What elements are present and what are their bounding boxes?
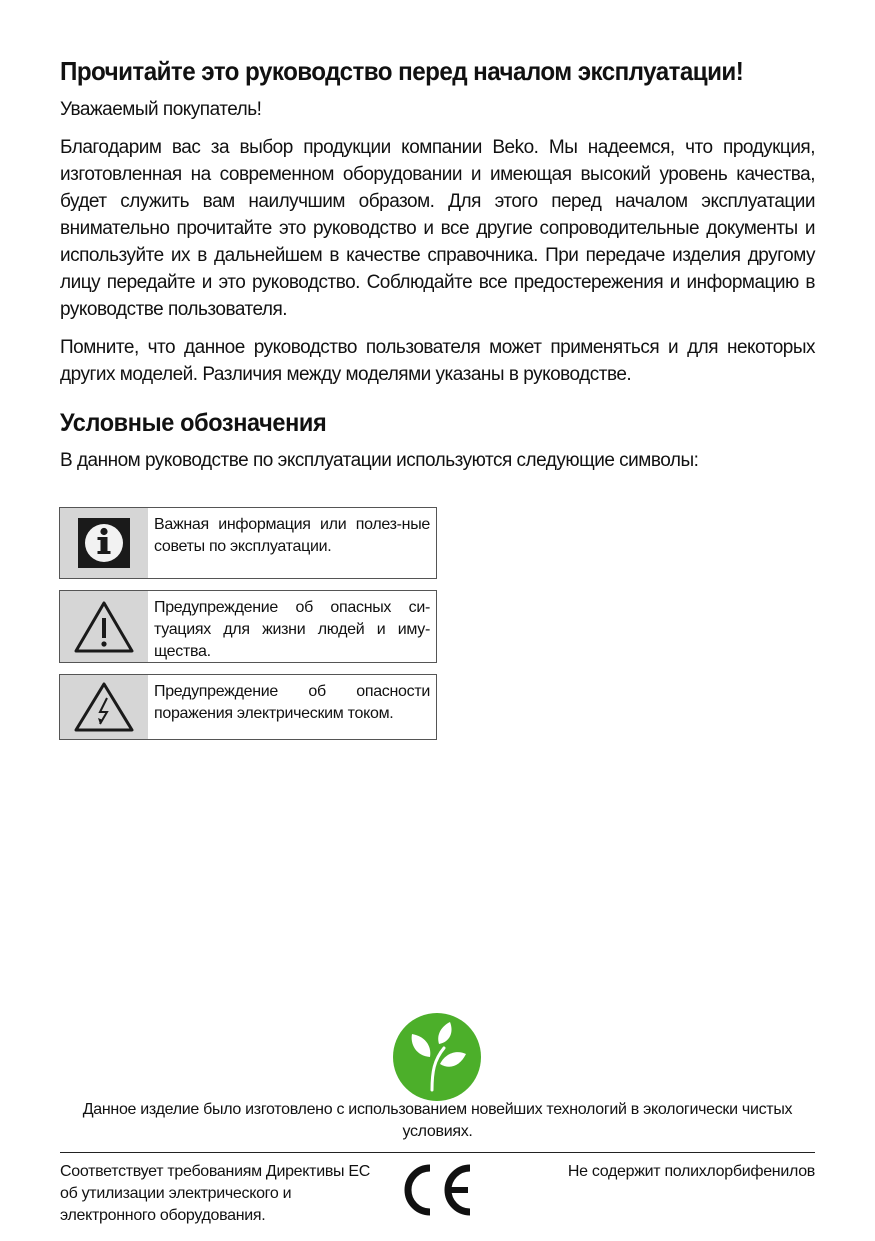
symbol-info-box [59,507,437,579]
document-page [60,52,815,474]
symbol-warning-box [59,590,437,663]
warning-icon [60,591,148,662]
eco-statement: Данное изделие было изготовлено с использованием новейших технологий в экологически чистых условиях. [82,1101,793,1140]
symbol-electric-box [59,674,437,740]
symbol-info-text: Важная информация или полез-ные советы по эксплуатации. [154,516,430,555]
intro-paragraph: Благодарим вас за выбор продукции компании Beko. Мы надеемся, что продукция, изготовленная на современном оборудовании и имеющая высокий уровень качества, будет служить вам наилучшим образом. Для этого перед началом эксплуатации внимательно прочитайте это руководство и все другие сопроводительные документы и используйте их в дальнейшем в качестве справочника. При передаче изделия другому лицу передайте и это руководство. Соблюдайте все предостережения и информацию в руководстве пользователя. [60,137,815,320]
page-title: Прочитайте это руководство перед началом эксплуатации! [60,56,744,86]
info-icon [60,508,148,578]
ce-mark-icon [398,1160,478,1225]
eco-leaf-icon [392,1012,482,1102]
models-paragraph: Помните, что данное руководство пользователя может применяться и для некоторых других моделей. Различия между моделями указаны в руководстве. [60,337,815,385]
pcb-statement: Не содержит полихлорбифенилов [567,1163,815,1180]
symbol-electric-text: Предупреждение об опасности поражения электрическим током. [154,683,430,722]
symbol-warning-text: Предупреждение об опасных си-туациях для жизни людей и иму-щества. [154,599,430,660]
electric-shock-icon [60,675,148,739]
symbols-heading: Условные обозначения [60,409,327,437]
greeting: Уважаемый покупатель! [60,99,262,120]
weee-statement: Соответствует требованиям Директивы ЕС об утилизации электрического и электронного оборудования. [60,1163,370,1224]
eco-logo [0,1012,875,1107]
symbols-intro: В данном руководстве по эксплуатации используются следующие символы: [60,450,699,471]
footer-divider [60,1152,815,1153]
